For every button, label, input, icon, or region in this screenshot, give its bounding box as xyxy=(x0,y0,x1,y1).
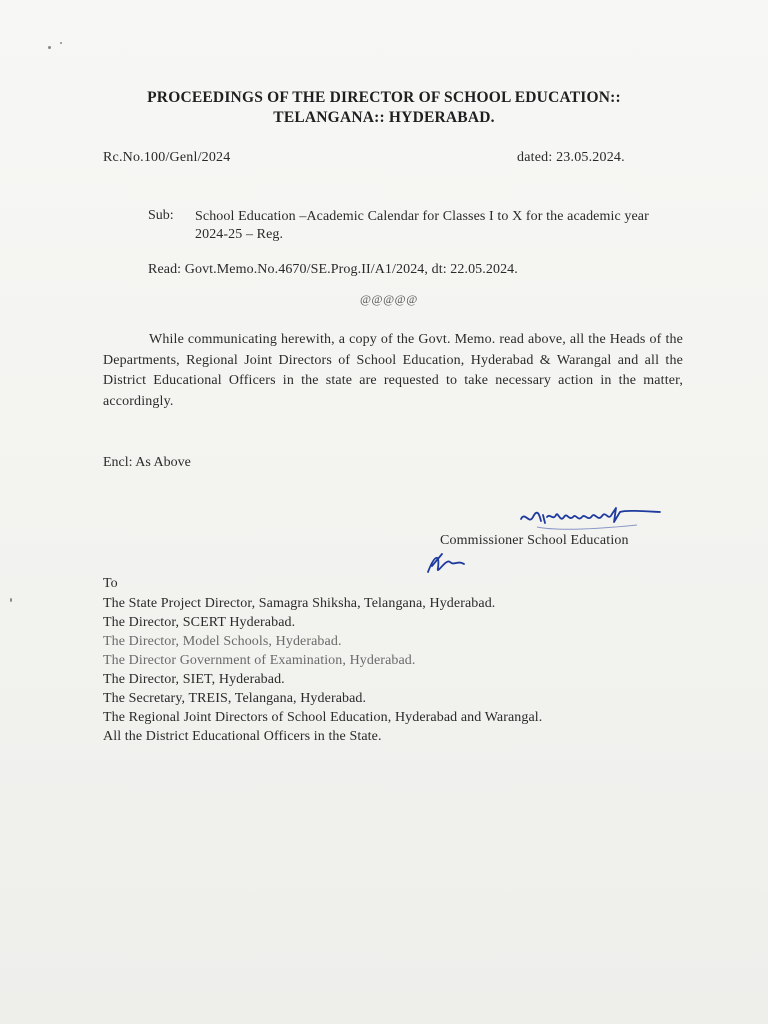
recipient-item: The State Project Director, Samagra Shiksha, Telangana, Hyderabad. xyxy=(103,596,496,611)
recipient-item: The Director Government of Examination, Hyderabad. xyxy=(103,653,416,668)
signatory-designation: Commissioner School Education xyxy=(440,533,629,548)
document-date: dated: 23.05.2024. xyxy=(517,150,625,165)
body-paragraph: While communicating herewith, a copy of the Govt. Memo. read above, all the Heads of the Departments, Regional Joint Directors of School Education, Hyderabad & Warangal and all the District Educational Officers in the state are requested to take necessary action in the matter, accordingly. xyxy=(103,332,683,409)
section-separator: @@@@@ xyxy=(360,292,418,306)
to-label: To xyxy=(103,576,118,591)
title-line-1: PROCEEDINGS OF THE DIRECTOR OF SCHOOL EDUCATION:: xyxy=(147,89,621,106)
recipient-item: The Regional Joint Directors of School Education, Hyderabad and Warangal. xyxy=(103,710,543,725)
scan-speck xyxy=(60,42,62,44)
reference-number: Rc.No.100/Genl/2024 xyxy=(103,150,231,165)
recipient-item: The Director, SIET, Hyderabad. xyxy=(103,672,285,687)
title-line-2: TELANGANA:: HYDERABAD. xyxy=(273,109,495,126)
recipient-item: The Secretary, TREIS, Telangana, Hyderabad. xyxy=(103,691,367,706)
subject-label: Sub: xyxy=(148,208,174,223)
read-reference: Read: Govt.Memo.No.4670/SE.Prog.II/A1/2024, dt: 22.05.2024. xyxy=(148,262,518,277)
recipient-item: All the District Educational Officers in the State. xyxy=(103,729,382,744)
recipient-item: The Director, SCERT Hyderabad. xyxy=(103,615,296,630)
document-title xyxy=(0,88,768,128)
recipient-item: The Director, Model Schools, Hyderabad. xyxy=(103,634,342,649)
enclosure-note: Encl: As Above xyxy=(103,455,191,470)
initials-icon xyxy=(424,548,468,578)
subject-text: School Education –Academic Calendar for Classes I to X for the academic year 2024-25 – Reg. xyxy=(195,209,649,242)
scan-speck xyxy=(48,46,51,49)
recipients-list xyxy=(103,594,703,746)
scan-speck xyxy=(10,598,12,602)
